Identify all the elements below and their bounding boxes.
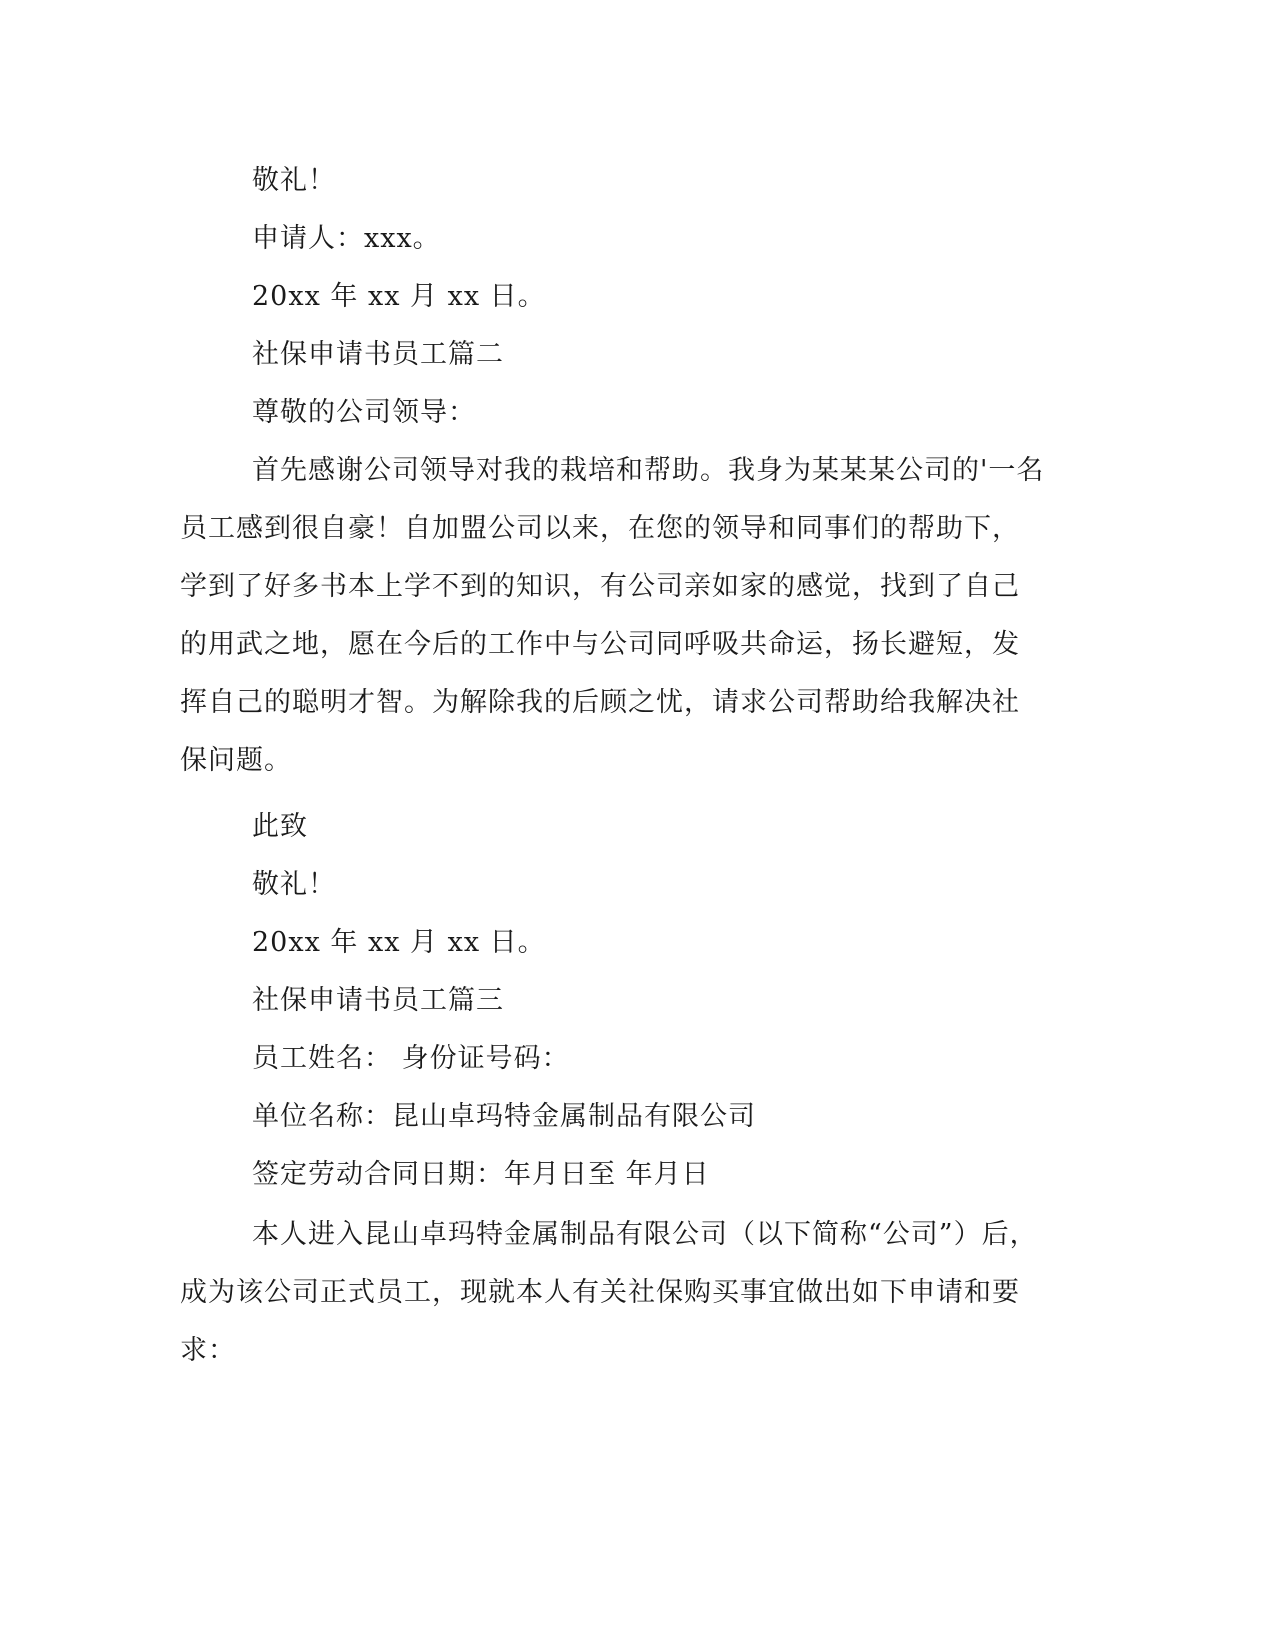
closing-salute-2: 敬礼！	[252, 869, 336, 900]
body-2-line: 学到了好多书本上学不到的知识，有公司亲如家的感觉，找到了自己	[180, 571, 1020, 602]
section-heading-3: 社保申请书员工篇三	[252, 985, 504, 1016]
date-line-1: 20xx 年 xx 月 xx 日。	[252, 281, 546, 312]
body-3-line: 成为该公司正式员工，现就本人有关社保购买事宜做出如下申请和要	[180, 1277, 1020, 1308]
field-contract-date: 签定劳动合同日期：年月日至 年月日	[252, 1159, 710, 1190]
closing-ci-zhi: 此致	[252, 811, 308, 842]
body-2-line: 的用武之地，愿在今后的工作中与公司同呼吸共命运，扬长避短，发	[180, 629, 1020, 660]
body-2-line: 首先感谢公司领导对我的栽培和帮助。我身为某某某公司的'一名	[252, 455, 1045, 486]
body-2-line: 保问题。	[180, 745, 292, 776]
body-2-line: 挥自己的聪明才智。为解除我的后顾之忧，请求公司帮助给我解决社	[180, 687, 1020, 718]
field-employee-name: 员工姓名： 身份证号码：	[252, 1043, 570, 1074]
section-heading-2: 社保申请书员工篇二	[252, 339, 504, 370]
applicant-line: 申请人：xxx。	[252, 223, 441, 254]
field-unit-name: 单位名称：昆山卓玛特金属制品有限公司	[252, 1101, 756, 1132]
date-line-2: 20xx 年 xx 月 xx 日。	[252, 927, 546, 958]
closing-salute-1: 敬礼！	[252, 165, 336, 196]
body-2-line: 员工感到很自豪！自加盟公司以来，在您的领导和同事们的帮助下，	[180, 513, 1020, 544]
body-3-line: 本人进入昆山卓玛特金属制品有限公司（以下简称“公司”）后，	[252, 1219, 1038, 1250]
salutation-2: 尊敬的公司领导：	[252, 397, 476, 428]
body-3-line: 求：	[180, 1335, 236, 1366]
